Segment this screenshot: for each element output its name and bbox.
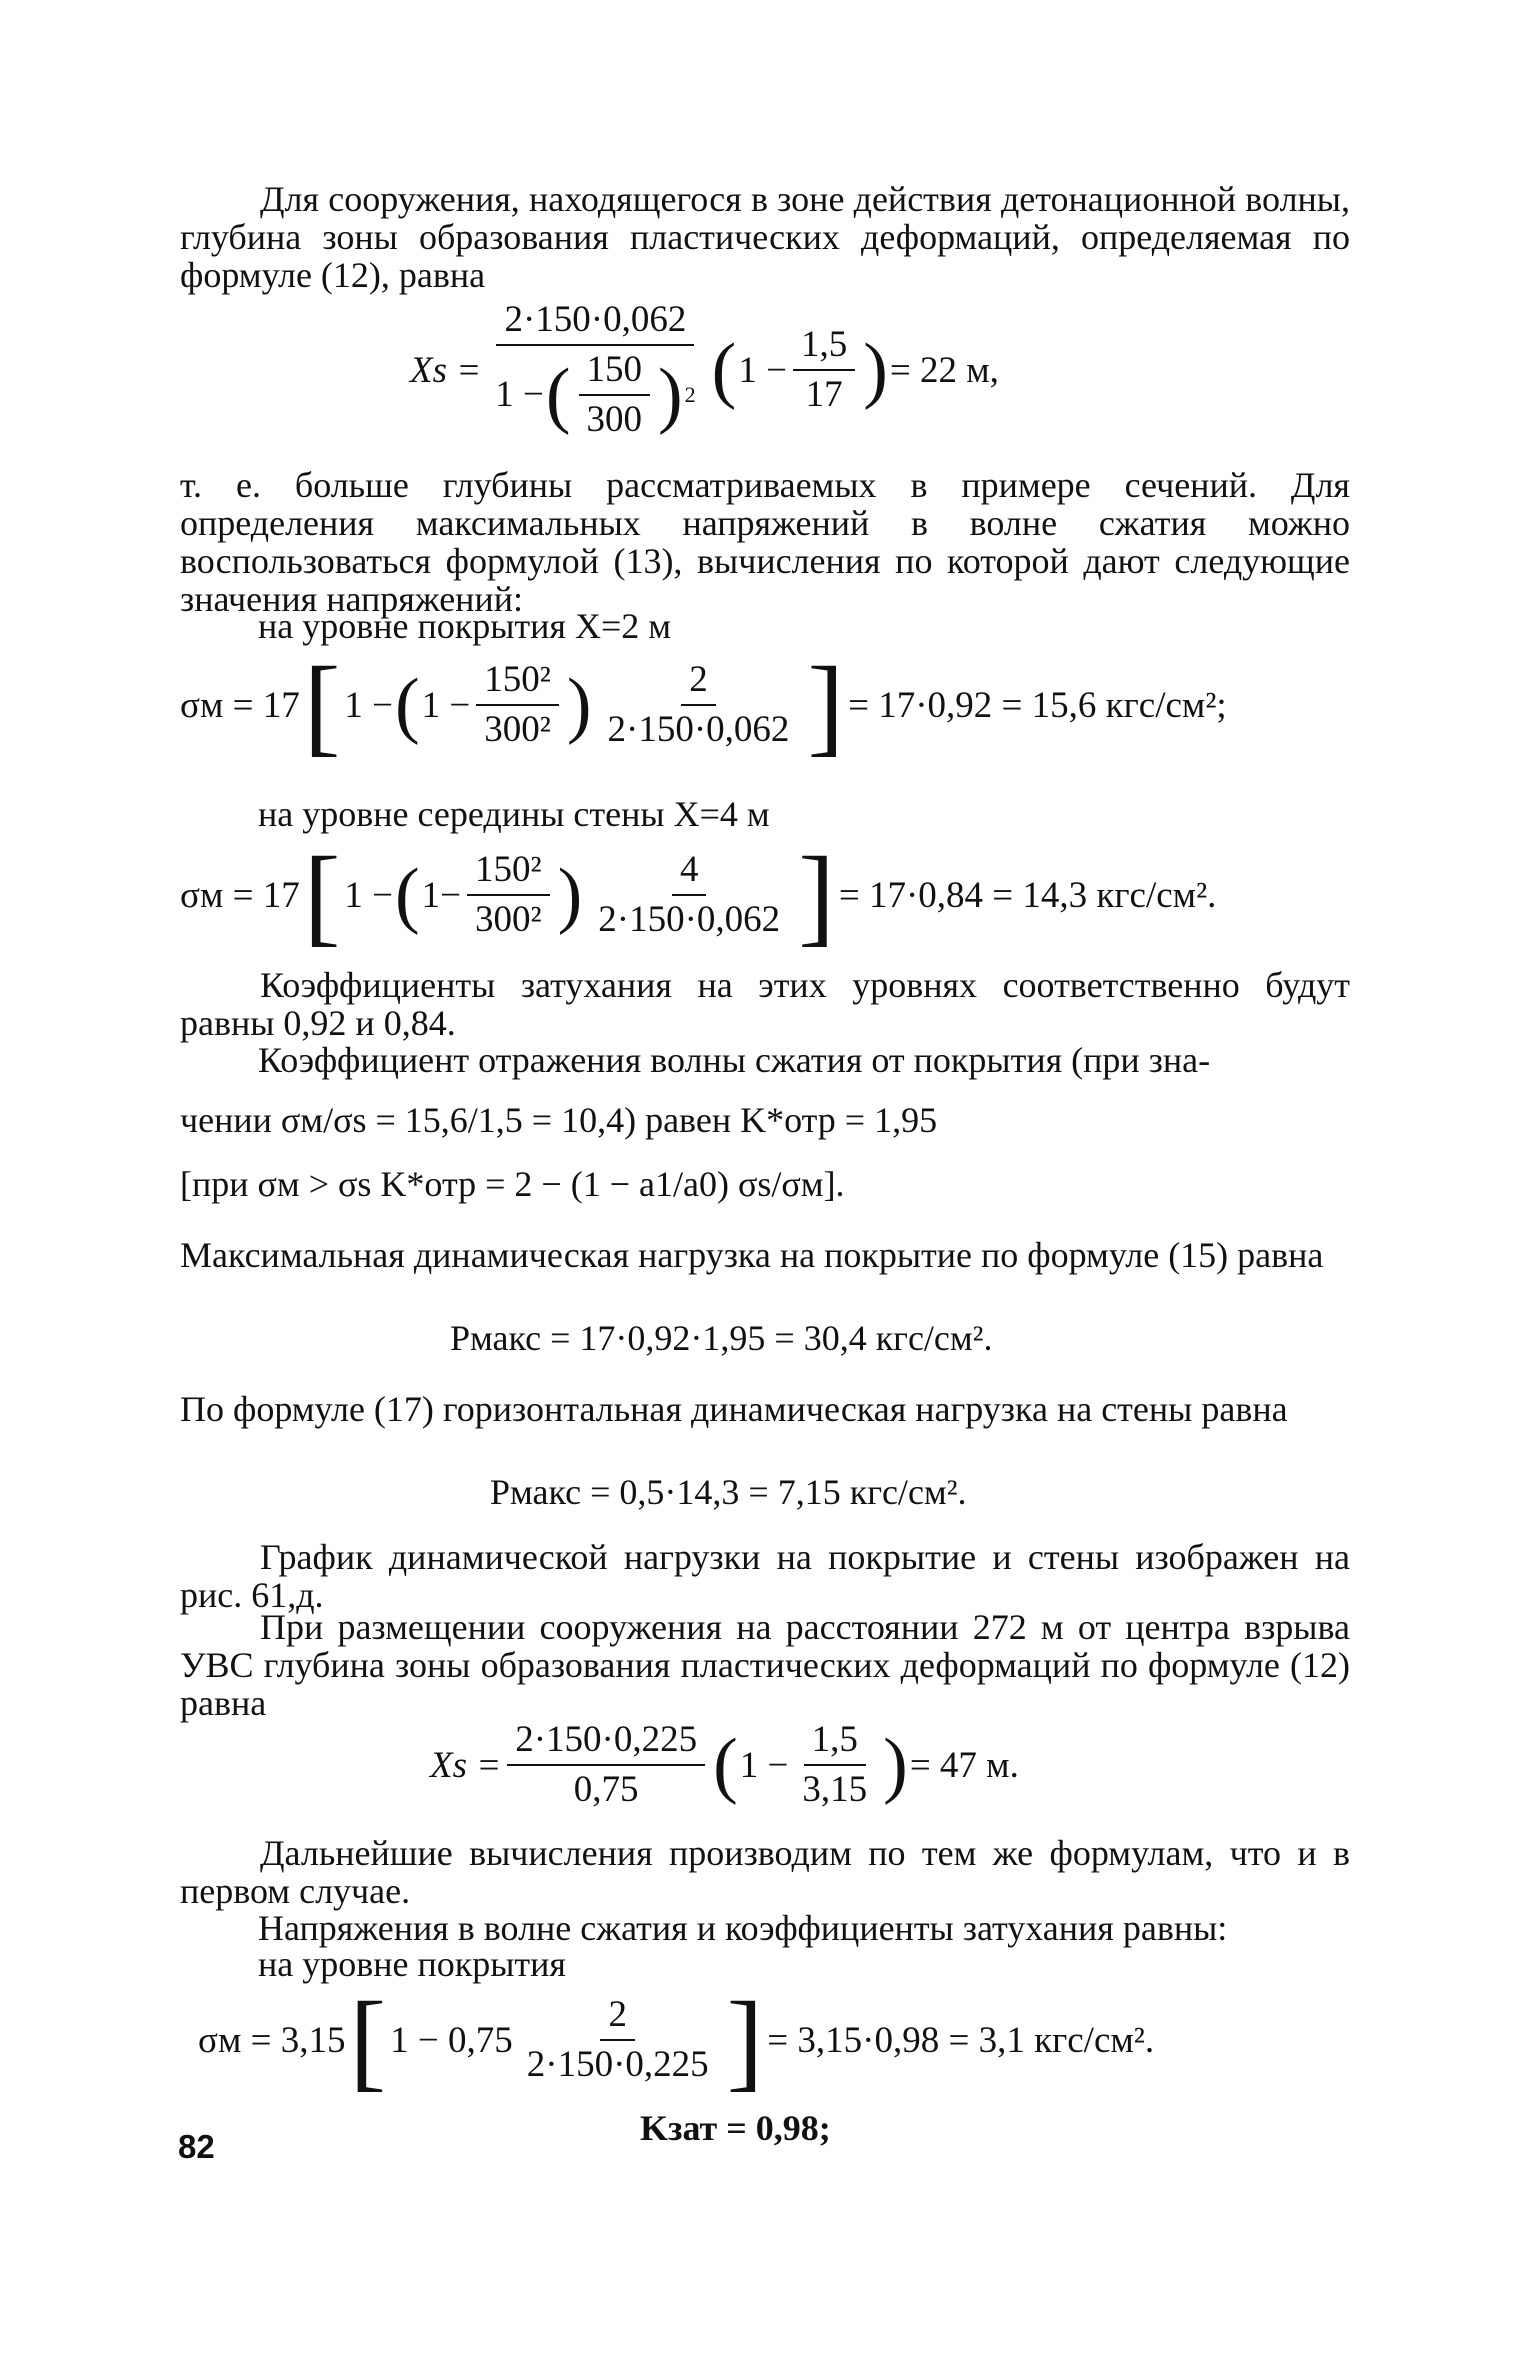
formula-sigma-2-result: = 17·0,84 = 14,3 кгс/см². xyxy=(838,874,1217,916)
formula-xs-1-power: 2 xyxy=(684,382,696,407)
formula-xs-2-factor-fraction xyxy=(794,1720,875,1810)
page-number: 82 xyxy=(178,2128,215,2165)
formula-sigma-1-result: = 17·0,92 = 15,6 кгс/см²; xyxy=(848,684,1227,726)
formula-sigma-1-inner-left: 1 − xyxy=(344,684,393,726)
formula-sigma-1-frac2-num: 2 xyxy=(681,660,716,706)
formula-sigma-3-frac-den: 2·150·0,225 xyxy=(526,2044,709,2085)
formula-sigma-1-fraction-1 xyxy=(476,660,559,750)
formula-xs-1-den-ratio-den: 300 xyxy=(586,399,642,440)
formula-xs-1-fraction xyxy=(487,300,703,440)
formula-xs-1-numerator: 2·150·0,062 xyxy=(496,300,694,346)
formula-xs-1-lhs: Xs = xyxy=(410,349,482,391)
formula-xs-2-factor-den: 3,15 xyxy=(802,1769,868,1810)
paragraph-wall-load: По формуле (17) горизонтальная динамическая нагрузка на стены равна xyxy=(180,1389,1288,1429)
formula-sigma-1: σм = 17 [ 1 − ( 1 − $\frac{\text{150²}}{\text{300²}}$ ) $\frac{2}{2\cdot 150\cdot 0,062}$ ] = 17·0,92 = 15,6 кгс/см²; xyxy=(180,644,1227,766)
formula-xs-1-result: = 22 м, xyxy=(889,349,999,391)
formula-sigma-2-frac2-num: 4 xyxy=(672,850,707,896)
formula-sigma-2-fraction-2 xyxy=(590,850,788,940)
formula-xs-1-den-left: 1 − xyxy=(495,374,544,415)
formula-sigma-3-fraction xyxy=(519,1995,717,2085)
paragraph-cover-load: Максимальная динамическая нагрузка на покрытие по формуле (15) равна xyxy=(180,1235,1324,1275)
formula-sigma-2: σм = 17 [ 1 − ( 1− $\frac{\text{150²}}{\text{300²}}$ ) $\frac{4}{2\cdot 150\cdot 0,062}$ ] = 17·0,84 = 14,3 кгс/см². xyxy=(180,834,1217,956)
formula-xs-1-factor-num: 1,5 xyxy=(793,325,855,371)
formula-sigma-3-result: = 3,15·0,98 = 3,1 кгс/см². xyxy=(767,2019,1155,2061)
formula-xs-2: Xs = $\frac{2\cdot 150\cdot 0,225}{0,75}$ ( 1 − $\frac{1,5}{3,15}$ ) = 47 м. xyxy=(430,1719,1019,1810)
paragraph-stresses-line-2: на уровне покрытия xyxy=(258,1944,566,1984)
formula-xs-2-denominator: 0,75 xyxy=(573,1769,639,1810)
formula-xs-2-result: = 47 м. xyxy=(909,1744,1019,1786)
formula-sigma-3-frac-num: 2 xyxy=(600,1995,635,2041)
paragraph-reflection-line-3: [при σм > σs K*отр = 2 − (1 − a1/a0) σs/σм]. xyxy=(180,1164,845,1204)
paragraph-stresses-line-1: Напряжения в волне сжатия и коэффициенты затухания равны: xyxy=(258,1908,1228,1948)
formula-xs-2-numerator: 2·150·0,225 xyxy=(507,1720,705,1766)
formula-sigma-1-lhs: σм = 17 xyxy=(180,684,300,726)
formula-sigma-1-inner-minus: 1 − xyxy=(421,684,471,726)
formula-pmax-2: Pмакс = 0,5·14,3 = 7,15 кгс/см². xyxy=(490,1472,967,1512)
formula-sigma-1-frac1-num: 150² xyxy=(476,660,559,706)
paragraph-graph: График динамической нагрузки на покрытие и стены изображен на рис. 61,д. xyxy=(180,1537,1350,1615)
formula-sigma-2-fraction-1 xyxy=(467,850,550,940)
formula-xs-1-factor-left: 1 − xyxy=(738,349,787,391)
formula-sigma-3-inner-left: 1 − 0,75 xyxy=(390,2019,513,2061)
formula-sigma-2-frac1-num: 150² xyxy=(467,850,550,896)
formula-xs-2-factor-left: 1 − xyxy=(739,1744,789,1786)
formula-xs-1-denominator: 1 − ( $\frac{150}{300}$ ) 2 xyxy=(495,349,696,440)
formula-xs-1: Xs = 2·150·0,062 1 − ( $\frac{150}{300}$ ) 2 ( 1 − $\frac{1,5}{17}$ ) = 22 м, xyxy=(410,299,999,440)
formula-xs-1-factor-den: 17 xyxy=(805,374,843,415)
formula-xs-1-factor-fraction xyxy=(793,325,855,415)
formula-sigma-3-lhs: σм = 3,15 xyxy=(198,2019,346,2061)
formula-sigma-1-frac2-den: 2·150·0,062 xyxy=(607,709,790,750)
formula-xs-2-fraction xyxy=(507,1720,705,1810)
formula-sigma-1-fraction-2 xyxy=(600,660,798,750)
formula-xs-1-den-ratio xyxy=(579,350,651,440)
formula-xs-2-lhs: Xs = xyxy=(430,1744,502,1786)
paragraph-reflection-line-2: чении σм/σs = 15,6/1,5 = 10,4) равен K*отр = 1,95 xyxy=(180,1100,938,1140)
formula-sigma-2-frac1-den: 300² xyxy=(475,899,542,940)
level-cover-label: на уровне покрытия X=2 м xyxy=(258,606,672,646)
formula-sigma-2-lhs: σм = 17 xyxy=(180,874,300,916)
formula-xs-2-factor-num: 1,5 xyxy=(804,1720,866,1766)
formula-sigma-3: σм = 3,15 [ 1 − 0,75 $\frac{2}{2\cdot 150\cdot 0,225}$ ] = 3,15·0,98 = 3,1 кгс/см². xyxy=(198,1979,1155,2101)
paragraph-intro: Для сооружения, находящегося в зоне действия детонационной волны, глубина зоны образования пластических деформаций, определяемая по формуле (12), равна xyxy=(180,179,1350,295)
formula-sigma-2-inner-left: 1 − xyxy=(344,874,393,916)
paragraph-damping: Коэффициенты затухания на этих уровнях соответственно будут равны 0,92 и 0,84. xyxy=(180,965,1350,1043)
formula-k-zat: Kзат = 0,98; xyxy=(640,2108,831,2148)
paragraph-further: Дальнейшие вычисления производим по тем же формулам, что и в первом случае. xyxy=(180,1833,1350,1911)
formula-pmax-1: Pмакс = 17·0,92·1,95 = 30,4 кгс/см². xyxy=(450,1318,993,1358)
formula-sigma-2-inner-minus: 1− xyxy=(421,874,462,916)
paragraph-reflection-line-1: Коэффициент отражения волны сжатия от покрытия (при зна- xyxy=(258,1040,1211,1080)
paragraph-depth: т. е. больше глубины рассматриваемых в примере сечений. Для определения максимальных напряжений в волне сжатия можно воспользоваться формулой (13), вычисления по которой дают следующие значения напряжений: xyxy=(180,465,1350,619)
paragraph-second-case: При размещении сооружения на расстоянии 272 м от центра взрыва УВС глубина зоны образования пластических деформаций по формуле (12) равна xyxy=(180,1607,1350,1723)
formula-sigma-2-frac2-den: 2·150·0,062 xyxy=(598,899,781,940)
level-middle-label: на уровне середины стены X=4 м xyxy=(258,794,770,834)
formula-xs-1-den-ratio-num: 150 xyxy=(579,350,651,396)
formula-sigma-1-frac1-den: 300² xyxy=(484,709,551,750)
